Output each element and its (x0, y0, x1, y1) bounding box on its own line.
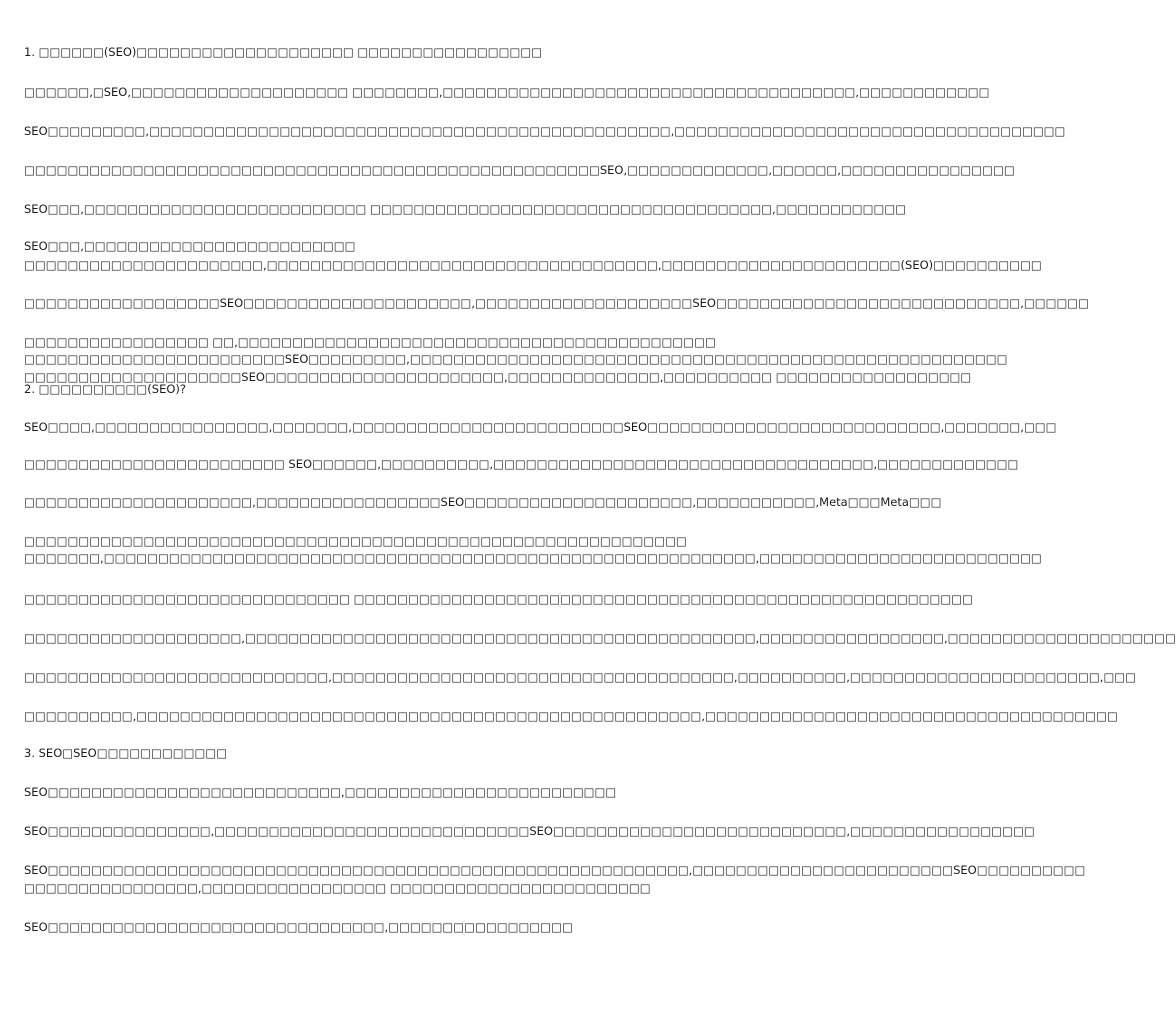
paragraph-line: SEO□□□□□□□□□,□□□□□□□□□□□□□□□□□□□□□□□□□□□□□□□□□□□□□□□□□□□□□□□□,□□□□□□□□□□□□□□□□□□□□□□□□□□□□□□□□□□□□ (24, 124, 1066, 138)
document-page (24, 0, 1176, 1018)
paragraph-line: SEO□□□,□□□□□□□□□□□□□□□□□□□□□□□□□ (24, 239, 356, 253)
paragraph-line: □□□□□□,□SEO,□□□□□□□□□□□□□□□□□□□□ □□□□□□□□,□□□□□□□□□□□□□□□□□□□□□□□□□□□□□□□□□□□□□□,□□□□□□□□□□□□ (24, 85, 990, 99)
paragraph-line: SEO□□□□□□□□□□□□□□□,□□□□□□□□□□□□□□□□□□□□□□□□□□□□□SEO□□□□□□□□□□□□□□□□□□□□□□□□□□□,□□□□□□□□□□□□□□□□□ (24, 824, 1035, 838)
paragraph-line: □□□□□□□□□□□□□□□□□□□□□□□□ SEO□□□□□□,□□□□□□□□□□,□□□□□□□□□□□□□□□□□□□□□□□□□□□□□□□□□□□,□□□□□□□□□□□□□ (24, 457, 1019, 471)
paragraph-line: □□□□□□□□□□□□□□□□□ □□,□□□□□□□□□□□□□□□□□□□□□□□□□□□□□□□□□□□□□□□□□□□□ (24, 335, 716, 349)
paragraph-line: □□□□□□□□□□,□□□□□□□□□□□□□□□□□□□□□□□□□□□□□□□□□□□□□□□□□□□□□□□□□□□□,□□□□□□□□□□□□□□□□□□□□□□□□□□□□□□□□□□□□□□ (24, 709, 1118, 723)
paragraph-line: SEO□□□□□□□□□□□□□□□□□□□□□□□□□□□□□□□□□□□□□□□□□□□□□□□□□□□□□□□□□□□,□□□□□□□□□□□□□□□□□□□□□□□□SEO□□□□□□□□□□ (24, 863, 1086, 877)
paragraph-line: □□□□□□□□□□□□□□□□□□□□□□□□□□□□□□ □□□□□□□□□□□□□□□□□□□□□□□□□□□□□□□□□□□□□□□□□□□□□□□□□□□□□□□□□ (24, 592, 973, 606)
paragraph-line: SEO□□□□□□□□□□□□□□□□□□□□□□□□□□□,□□□□□□□□□□□□□□□□□□□□□□□□□ (24, 785, 617, 799)
paragraph-line: □□□□□□□□□□□□□□□□□□□□□□,□□□□□□□□□□□□□□□□□□□□□□□□□□□□□□□□□□□□,□□□□□□□□□□□□□□□□□□□□□□(SEO)□□□□□□□□□□ (24, 258, 1042, 272)
paragraph-line: SEO□□□,□□□□□□□□□□□□□□□□□□□□□□□□□□ □□□□□□□□□□□□□□□□□□□□□□□□□□□□□□□□□□□□□,□□□□□□□□□□□□ (24, 202, 907, 216)
section-heading-1: 1. □□□□□□(SEO)□□□□□□□□□□□□□□□□□□□□ □□□□□□□□□□□□□□□□□ (24, 45, 543, 59)
section-heading-3: 3. SEO□SEO□□□□□□□□□□□□ (24, 746, 228, 760)
paragraph-line: SEO□□□□,□□□□□□□□□□□□□□□□,□□□□□□□,□□□□□□□□□□□□□□□□□□□□□□□□□SEO□□□□□□□□□□□□□□□□□□□□□□□□□□□,□□□□□□□,□□□ (24, 420, 1057, 434)
paragraph-line: □□□□□□□,□□□□□□□□□□□□□□□□□□□□□□□□□□□□□□□□□□□□□□□□□□□□□□□□□□□□□□□□□□□□,□□□□□□□□□□□□□□□□□□□□□□□□□□ (24, 551, 1042, 565)
paragraph-line: □□□□□□□□□□□□□□□□□□□□□□□□□□□□,□□□□□□□□□□□□□□□□□□□□□□□□□□□□□□□□□□□□□,□□□□□□□□□□,□□□□□□□□□□□□□□□□□□□□□□□,□□□ (24, 670, 1137, 684)
section-heading-2: 2. □□□□□□□□□□(SEO)? (24, 382, 186, 396)
paragraph-line: □□□□□□□□□□□□□□□□,□□□□□□□□□□□□□□□□□ □□□□□□□□□□□□□□□□□□□□□□□□ (24, 881, 651, 895)
paragraph-line: □□□□□□□□□□□□□□□□□□□□□□□□□□□□□□□□□□□□□□□□□□□□□□□□□□□□□SEO,□□□□□□□□□□□□□,□□□□□□,□□□□□□□□□□□□□□□□ (24, 163, 1015, 177)
paragraph-line: □□□□□□□□□□□□□□□□□□□□□,□□□□□□□□□□□□□□□□□SEO□□□□□□□□□□□□□□□□□□□□□,□□□□□□□□□□□,Meta□□□Meta□□□ (24, 495, 942, 509)
paragraph-line: □□□□□□□□□□□□□□□□□□□□□□□□□□□□□□□□□□□□□□□□□□□□□□□□□□□□□□□□□□□□□ (24, 534, 687, 548)
paragraph-line: □□□□□□□□□□□□□□□□□□□□□□□□SEO□□□□□□□□□,□□□□□□□□□□□□□□□□□□□□□□□□□□□□□□□□□□□□□□□□□□□□□□□□□□□□□□□ (24, 352, 1008, 366)
paragraph-line: SEO□□□□□□□□□□□□□□□□□□□□□□□□□□□□□□□,□□□□□□□□□□□□□□□□□ (24, 920, 573, 934)
paragraph-line: □□□□□□□□□□□□□□□□□□□□,□□□□□□□□□□□□□□□□□□□□□□□□□□□□□□□□□□□□□□□□□□□□□□□,□□□□□□□□□□□□□□□□□,□□□□□□□□□□□□□□□□□□□□□ (24, 631, 1176, 645)
paragraph-line: □□□□□□□□□□□□□□□□□□SEO□□□□□□□□□□□□□□□□□□□□□,□□□□□□□□□□□□□□□□□□□□SEO□□□□□□□□□□□□□□□□□□□□□□□□□□□□,□□□□□□ (24, 296, 1090, 310)
paragraph-line: □□□□□□□□□□□□□□□□□□□□SEO□□□□□□□□□□□□□□□□□□□□□□,□□□□□□□□□□□□□□,□□□□□□□□□□ □□□□□□□□□□□□□□□□□□ (24, 370, 972, 384)
